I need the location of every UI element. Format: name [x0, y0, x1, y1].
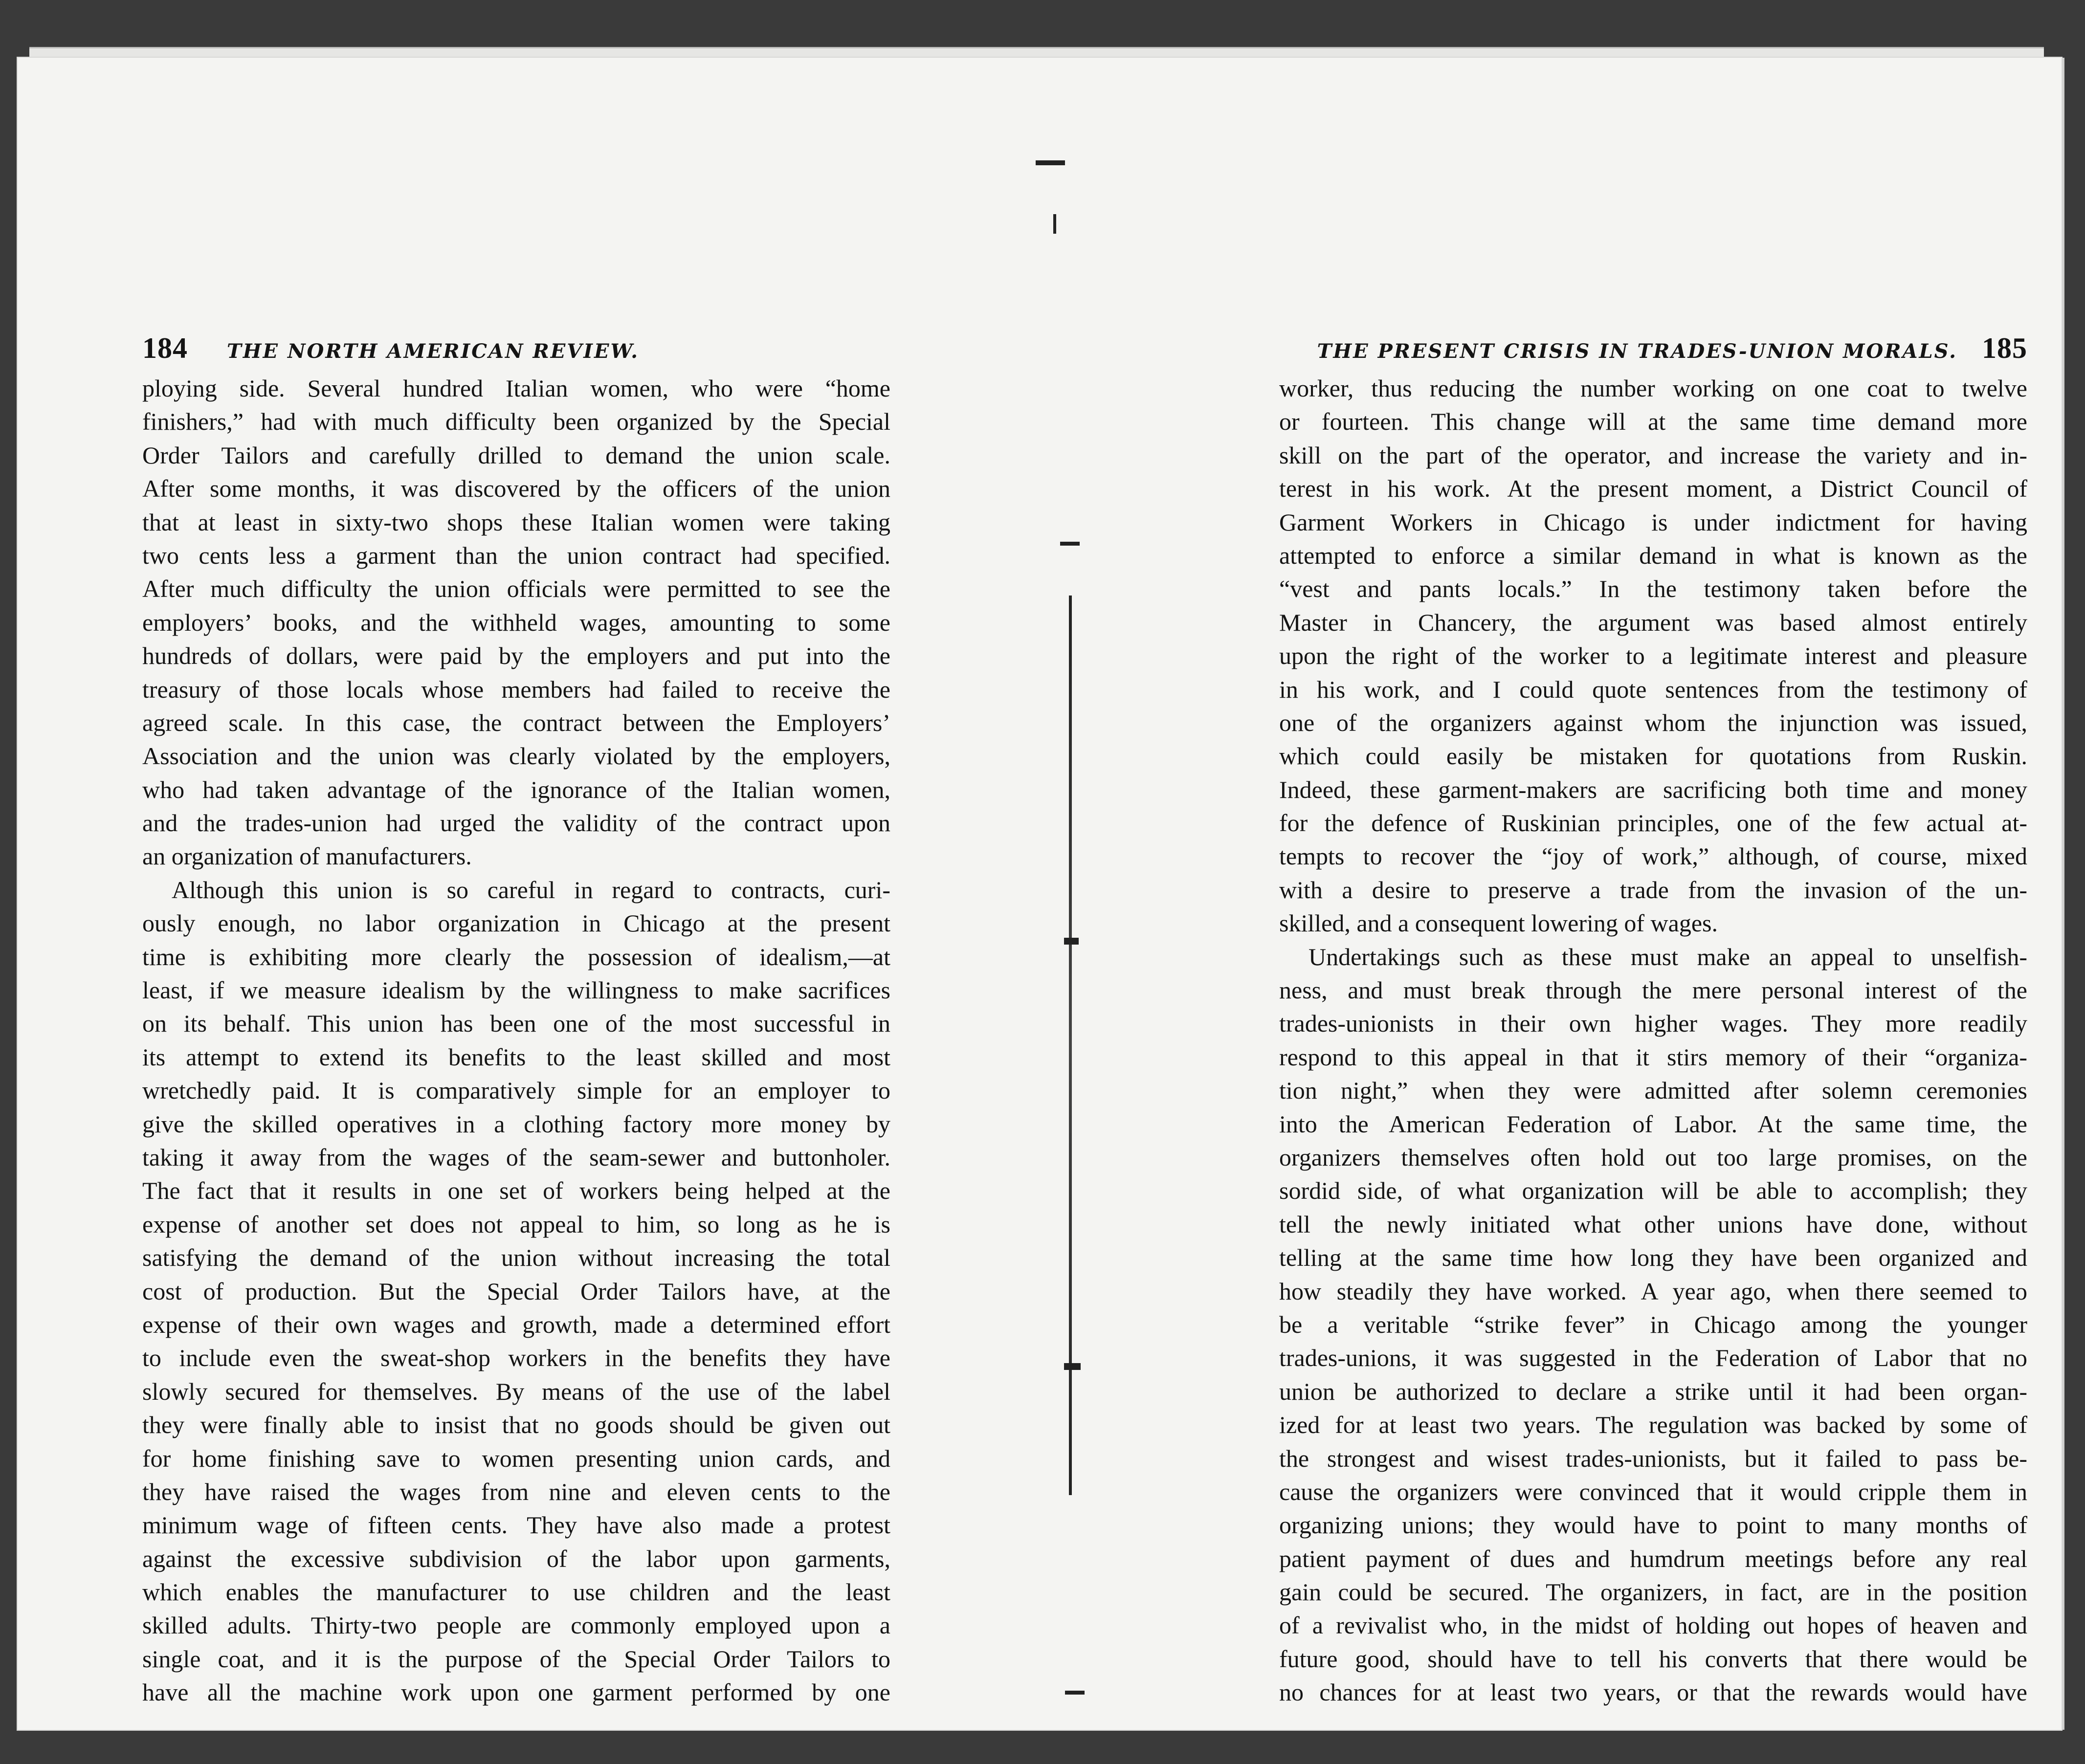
text-line: no chances for at least two years, or that the rewards would have [1279, 1678, 2027, 1706]
text-line: they were finally able to insist that no goods should be given out [142, 1411, 890, 1439]
text-line: employers’ books, and the withheld wages, amounting to some [142, 608, 890, 636]
text-line: for the defence of Ruskinian principles, one of the few actual at- [1279, 809, 2027, 837]
text-line: “vest and pants locals.” In the testimony taken before the [1279, 575, 2027, 603]
text-line: minimum wage of fifteen cents. They have also made a protest [142, 1511, 890, 1539]
text-line: union be authorized to declare a strike until it had been organ- [1279, 1377, 2027, 1405]
text-line: organizers themselves often hold out too large promises, on the [1279, 1143, 2027, 1171]
text-line: single coat, and it is the purpose of the Special Order Tailors to [142, 1645, 890, 1673]
text-line: be a veritable “strike fever” in Chicago among the younger [1279, 1310, 2027, 1338]
gutter-mark-top [1036, 160, 1065, 165]
gutter-mark-stitch-top [1060, 542, 1080, 546]
text-line: Master in Chancery, the argument was based almost entirely [1279, 608, 2027, 636]
text-line: which enables the manufacturer to use children and the least [142, 1578, 890, 1606]
text-line: that at least in sixty-two shops these Italian women were taking [142, 508, 890, 536]
text-line: skilled, and a consequent lowering of wages. [1279, 909, 1718, 937]
text-line: on its behalf. This union has been one of the most successful in [142, 1010, 890, 1037]
text-line: sordid side, of what organization will be able to accomplish; they [1279, 1177, 2027, 1205]
text-line: who had taken advantage of the ignorance of the Italian women, [142, 775, 890, 803]
text-line: or fourteen. This change will at the same time demand more [1279, 408, 2027, 436]
text-line: and the trades-union had urged the validity of the contract upon [142, 809, 890, 837]
book-gutter [1069, 595, 1072, 1495]
gutter-mark-bottom [1065, 1691, 1085, 1695]
text-line: hundreds of dollars, were paid by the employers and put into the [142, 642, 890, 670]
text-line: which could easily be mistaken for quotations from Ruskin. [1279, 742, 2027, 770]
left-running-title: THE NORTH AMERICAN REVIEW. [227, 340, 640, 363]
left-page-body [142, 372, 890, 1709]
text-line: terest in his work. At the present moment, a District Council of [1279, 475, 2027, 503]
text-line: the strongest and wisest trades-unionists, but it failed to pass be- [1279, 1444, 2027, 1472]
text-line: expense of their own wages and growth, made a determined effort [142, 1310, 890, 1338]
text-line: Association and the union was clearly violated by the employers, [142, 742, 890, 770]
text-line: organizing unions; they would have to point to many months of [1279, 1511, 2027, 1539]
text-line: with a desire to preserve a trade from the invasion of the un- [1279, 876, 2027, 904]
text-line: attempted to enforce a similar demand in what is known as the [1279, 541, 2027, 569]
text-line: agreed scale. In this case, the contract between the Employers’ [142, 708, 890, 736]
text-line: finishers,” had with much difficulty been organized by the Special [142, 408, 890, 436]
text-line: cost of production. But the Special Order Tailors have, at the [142, 1277, 890, 1305]
open-book-spread [18, 58, 2062, 1730]
text-line: respond to this appeal in that it stirs memory of their “organiza- [1279, 1043, 2027, 1071]
text-line: expense of another set does not appeal to him, so long as he is [142, 1210, 890, 1238]
right-page-body [1279, 372, 2027, 1709]
text-line: treasury of those locals whose members had failed to receive the [142, 675, 890, 703]
text-line: its attempt to extend its benefits to the least skilled and most [142, 1043, 890, 1071]
text-line: in his work, and I could quote sentences from the testimony of [1279, 675, 2027, 703]
text-line: trades-unions, it was suggested in the Federation of Labor that no [1279, 1344, 2027, 1372]
text-line: least, if we measure idealism by the willingness to make sacrifices [142, 976, 890, 1004]
left-page [142, 331, 890, 1709]
text-line: cause the organizers were convinced that it would cripple them in [1279, 1477, 2027, 1505]
text-line: an organization of manufacturers. [142, 842, 472, 870]
text-line: After some months, it was discovered by the officers of the union [142, 475, 890, 503]
text-line: satisfying the demand of the union without increasing the total [142, 1244, 890, 1272]
gutter-mark-upper [1053, 214, 1056, 234]
text-line: Garment Workers in Chicago is under indictment for having [1279, 508, 2027, 536]
gutter-mark-stitch-mid [1064, 938, 1079, 945]
right-page [1279, 331, 2027, 1709]
text-line: Order Tailors and carefully drilled to demand the union scale. [142, 441, 890, 469]
text-line: how steadily they have worked. A year ago, when there seemed to [1279, 1277, 2027, 1305]
text-line: gain could be secured. The organizers, in fact, are in the position [1279, 1578, 2027, 1606]
text-line: trades-unionists in their own higher wages. They more readily [1279, 1010, 2027, 1037]
text-line: tempts to recover the “joy of work,” although, of course, mixed [1279, 842, 2027, 870]
right-running-title: THE PRESENT CRISIS IN TRADES-UNION MORALS. [1317, 340, 1957, 363]
text-line: telling at the same time how long they have been organized and [1279, 1244, 2027, 1272]
text-line: two cents less a garment than the union contract had specified. [142, 541, 890, 569]
text-line: ized for at least two years. The regulation was backed by some of [1279, 1411, 2027, 1439]
text-line: ness, and must break through the mere personal interest of the [1279, 976, 2027, 1004]
text-line: ploying side. Several hundred Italian women, who were “home [142, 375, 890, 402]
text-line: one of the organizers against whom the injunction was issued, [1279, 708, 2027, 736]
text-line: Indeed, these garment-makers are sacrificing both time and money [1279, 775, 2027, 803]
left-page-number: 184 [142, 332, 188, 364]
text-line: skill on the part of the operator, and increase the variety and in- [1279, 441, 2027, 469]
text-line: tell the newly initiated what other unions have done, without [1279, 1210, 2027, 1238]
text-line: they have raised the wages from nine and eleven cents to the [142, 1477, 890, 1505]
text-line: After much difficulty the union officials were permitted to see the [142, 575, 890, 603]
right-running-head [1279, 331, 2027, 366]
text-line: wretchedly paid. It is comparatively simple for an employer to [142, 1077, 890, 1104]
text-line: Undertakings such as these must make an appeal to unselfish- [1309, 943, 2027, 970]
text-line: future good, should have to tell his converts that there would be [1279, 1645, 2027, 1673]
text-line: taking it away from the wages of the seam-sewer and buttonholer. [142, 1143, 890, 1171]
text-line: upon the right of the worker to a legitimate interest and pleasure [1279, 642, 2027, 670]
text-line: of a revivalist who, in the midst of holding out hopes of heaven and [1279, 1611, 2027, 1639]
text-line: to include even the sweat-shop workers in the benefits they have [142, 1344, 890, 1372]
text-line: The fact that it results in one set of workers being helped at the [142, 1177, 890, 1205]
right-page-number: 185 [1982, 332, 2027, 364]
text-line: Although this union is so careful in regard to contracts, curi- [172, 876, 890, 904]
gutter-mark-stitch-low [1064, 1363, 1081, 1370]
text-line: ously enough, no labor organization in Chicago at the present [142, 909, 890, 937]
text-line: worker, thus reducing the number working on one coat to twelve [1279, 375, 2027, 402]
left-running-head [142, 331, 890, 366]
text-line: skilled adults. Thirty-two people are commonly employed upon a [142, 1611, 890, 1639]
text-line: against the excessive subdivision of the labor upon garments, [142, 1544, 890, 1572]
text-line: into the American Federation of Labor. At the same time, the [1279, 1110, 2027, 1138]
text-line: time is exhibiting more clearly the possession of idealism,—at [142, 943, 890, 970]
text-line: have all the machine work upon one garment performed by one [142, 1678, 890, 1706]
text-line: patient payment of dues and humdrum meetings before any real [1279, 1544, 2027, 1572]
text-line: for home finishing save to women presenting union cards, and [142, 1444, 890, 1472]
text-line: tion night,” when they were admitted after solemn ceremonies [1279, 1077, 2027, 1104]
text-line: slowly secured for themselves. By means of the use of the label [142, 1377, 890, 1405]
text-line: give the skilled operatives in a clothing factory more money by [142, 1110, 890, 1138]
